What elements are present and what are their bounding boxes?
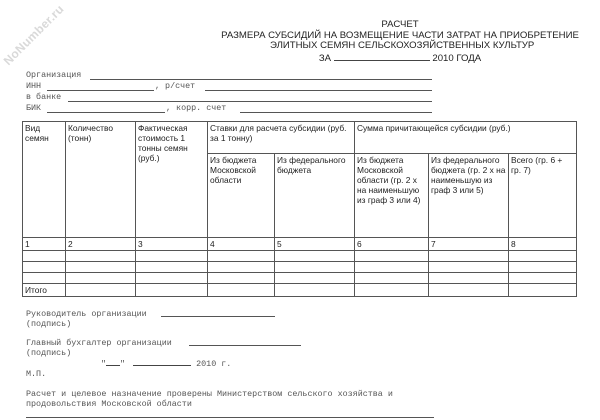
bank-label: в банке <box>26 92 62 102</box>
header-sum-group: Сумма причитающейся субсидии (руб.) <box>355 122 577 154</box>
table-row <box>23 273 577 284</box>
inn-field[interactable] <box>47 90 154 91</box>
title-period <box>270 52 530 65</box>
table-cell[interactable] <box>208 251 275 262</box>
table-cell[interactable] <box>208 262 275 273</box>
table-cell[interactable] <box>275 284 355 297</box>
table-cell[interactable] <box>355 251 429 262</box>
column-number: 1 <box>23 238 66 251</box>
table-cell[interactable] <box>66 273 136 284</box>
head-signature-label: Руководитель организации <box>26 309 147 319</box>
date-month-field[interactable] <box>133 357 191 366</box>
date-close-quote: " <box>120 359 126 369</box>
accountant-signature-caption: (подпись) <box>26 348 72 358</box>
corr-account-label: , корр. счет <box>166 103 227 113</box>
table-cell[interactable] <box>136 273 208 284</box>
header-sum-federal: Из федерального бюджета (гр. 2 х на наименьшую из граф 3 или 5) <box>429 154 509 238</box>
table-cell[interactable] <box>275 262 355 273</box>
date-open-quote: " <box>101 359 107 369</box>
verification-line-2: продовольствия Московской области <box>26 399 192 409</box>
table-cell[interactable] <box>136 251 208 262</box>
table-cell[interactable] <box>509 251 577 262</box>
header-seed-type: Вид семян <box>23 122 66 238</box>
period-suffix: 2010 ГОДА <box>432 52 482 64</box>
table-cell[interactable] <box>275 273 355 284</box>
bank-row <box>26 92 61 102</box>
column-number-row <box>23 238 577 251</box>
stamp-label: М.П. <box>26 369 47 379</box>
table-row <box>23 262 577 273</box>
title-line-2: РАЗМЕРА СУБСИДИЙ НА ВОЗМЕЩЕНИЕ ЧАСТИ ЗАТРАТ НА ПРИОБРЕТЕНИЕ <box>221 29 579 41</box>
head-signature-caption: (подпись) <box>26 319 72 329</box>
header-sum-regional: Из бюджета Московской области (гр. 2 х на наименьшую из граф 3 или 4) <box>355 154 429 238</box>
bik-row <box>26 103 41 113</box>
verification-line-1: Расчет и целевое назначение проверены Министерством сельского хозяйства и <box>26 389 393 399</box>
table-cell[interactable] <box>509 262 577 273</box>
column-number: 3 <box>136 238 208 251</box>
table-cell[interactable] <box>23 273 66 284</box>
table-cell[interactable] <box>429 273 509 284</box>
table-cell[interactable] <box>429 284 509 297</box>
table-cell[interactable] <box>23 251 66 262</box>
column-number: 2 <box>66 238 136 251</box>
column-number: 6 <box>355 238 429 251</box>
table-cell[interactable] <box>208 284 275 297</box>
bik-label: БИК <box>26 103 42 113</box>
table-cell[interactable] <box>66 262 136 273</box>
signature-date <box>101 357 231 369</box>
table-cell[interactable] <box>136 284 208 297</box>
organization-row <box>26 70 81 80</box>
table-cell[interactable] <box>355 262 429 273</box>
header-rate-federal: Из федерального бюджета <box>275 154 355 238</box>
period-blank[interactable] <box>334 52 430 61</box>
corr-account-row <box>166 103 226 113</box>
table-cell[interactable] <box>23 262 66 273</box>
organization-label: Организация <box>26 70 82 80</box>
total-row <box>23 284 577 297</box>
table-cell[interactable] <box>509 273 577 284</box>
inn-row <box>26 81 41 91</box>
header-sum-total: Всего (гр. 6 + гр. 7) <box>509 154 577 238</box>
accountant-signature-field[interactable] <box>189 345 301 346</box>
account-label: , р/счет <box>155 81 196 91</box>
table-cell[interactable] <box>429 251 509 262</box>
table-cell[interactable] <box>66 284 136 297</box>
head-signature-field[interactable] <box>161 316 275 317</box>
period-prefix: ЗА <box>318 52 332 64</box>
title-line-3: ЭЛИТНЫХ СЕМЯН СЕЛЬСКОХОЗЯЙСТВЕННЫХ КУЛЬТУР <box>270 40 535 51</box>
account-row <box>155 81 195 91</box>
bik-field[interactable] <box>47 112 165 113</box>
column-number: 8 <box>509 238 577 251</box>
table-cell[interactable] <box>355 284 429 297</box>
header-rate-regional: Из бюджета Московской области <box>208 154 275 238</box>
table-cell[interactable] <box>136 262 208 273</box>
corr-account-field[interactable] <box>240 112 432 113</box>
inn-label: ИНН <box>26 81 42 91</box>
watermark: NoNumber.ru <box>0 2 67 68</box>
column-number: 5 <box>275 238 355 251</box>
verification-signature-field[interactable] <box>26 417 434 418</box>
column-number: 4 <box>208 238 275 251</box>
table-row <box>23 251 577 262</box>
subsidy-table <box>22 121 577 297</box>
header-actual-cost: Фактическая стоимость 1 тонны семян (руб.) <box>136 122 208 238</box>
total-label: Итого <box>23 284 66 297</box>
document-title <box>221 19 579 64</box>
accountant-signature-label: Главный бухгалтер организации <box>26 338 172 348</box>
table-cell[interactable] <box>275 251 355 262</box>
organization-field[interactable] <box>90 79 432 80</box>
table-cell[interactable] <box>355 273 429 284</box>
table-cell[interactable] <box>66 251 136 262</box>
account-field[interactable] <box>205 90 432 91</box>
bank-field[interactable] <box>68 101 432 102</box>
date-day-field[interactable] <box>106 357 120 366</box>
column-number: 7 <box>429 238 509 251</box>
header-rates-group: Ставки для расчета субсидии (руб. за 1 тонну) <box>208 122 355 154</box>
header-quantity: Количество (тонн) <box>66 122 136 238</box>
date-year: 2010 г. <box>196 359 232 369</box>
table-cell[interactable] <box>208 273 275 284</box>
table-cell[interactable] <box>509 284 577 297</box>
title-line-1: РАСЧЕТ <box>381 19 419 30</box>
table-cell[interactable] <box>429 262 509 273</box>
